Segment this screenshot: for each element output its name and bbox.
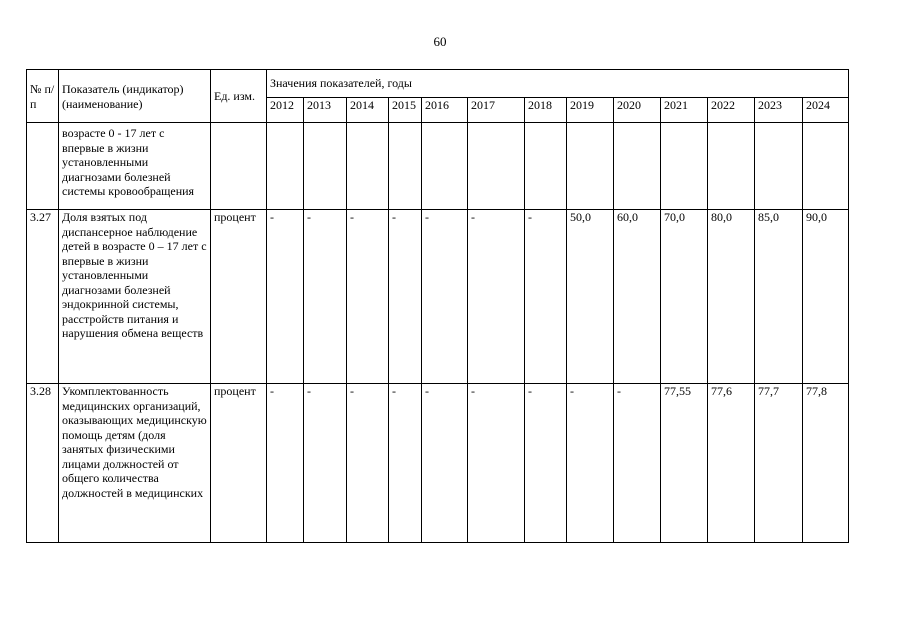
year-2023: 2023 [755,98,803,123]
row-indicator: возрасте 0 - 17 лет с впервые в жизни установленными диагнозами болезней системы кровообращения [59,123,211,210]
header-indicator: Показатель (индикатор) (наименование) [59,70,211,123]
row-value: 77,7 [755,384,803,543]
year-2012: 2012 [267,98,304,123]
row-value [803,123,849,210]
year-2022: 2022 [708,98,755,123]
header-num: № п/п [27,70,59,123]
row-value [525,123,567,210]
row-value: 77,55 [661,384,708,543]
row-value [267,123,304,210]
row-value [347,123,389,210]
year-2016: 2016 [422,98,468,123]
row-value: - [422,384,468,543]
row-value: - [614,384,661,543]
row-num: 3.27 [27,210,59,384]
year-2017: 2017 [468,98,525,123]
year-2014: 2014 [347,98,389,123]
row-value: - [267,384,304,543]
year-2015: 2015 [389,98,422,123]
row-value: 80,0 [708,210,755,384]
row-value: - [347,384,389,543]
row-value: - [267,210,304,384]
year-2013: 2013 [304,98,347,123]
row-value: 50,0 [567,210,614,384]
row-value: - [468,210,525,384]
row-value: 90,0 [803,210,849,384]
row-value: - [567,384,614,543]
row-unit: процент [211,210,267,384]
row-value: - [304,384,347,543]
row-value: 60,0 [614,210,661,384]
row-value: - [389,210,422,384]
page-number: 60 [433,34,447,49]
year-2020: 2020 [614,98,661,123]
row-value [614,123,661,210]
row-value: - [389,384,422,543]
year-2021: 2021 [661,98,708,123]
row-value [755,123,803,210]
row-value [389,123,422,210]
row-unit: процент [211,384,267,543]
year-2024: 2024 [803,98,849,123]
row-value: 70,0 [661,210,708,384]
row-value [567,123,614,210]
row-value: - [347,210,389,384]
row-num: 3.28 [27,384,59,543]
row-value [661,123,708,210]
year-2018: 2018 [525,98,567,123]
row-value: 77,8 [803,384,849,543]
row-value: 85,0 [755,210,803,384]
row-value: - [525,384,567,543]
row-indicator: Укомплектованность медицинских организаций, оказывающих медицинскую помощь детям (доля занятых физическими лицами должностей от общего количества должностей в медицинских [59,384,211,543]
header-row [27,70,849,98]
indicators-table [26,69,849,543]
row-indicator: Доля взятых под диспансерное наблюдение детей в возрасте 0 – 17 лет с впервые в жизни установленными диагнозами болезней эндокринной системы, расстройств питания и нарушения обмена веществ [59,210,211,384]
row-value [422,123,468,210]
row-unit [211,123,267,210]
row-value: - [422,210,468,384]
table-row [27,210,849,384]
year-2019: 2019 [567,98,614,123]
table-row [27,384,849,543]
row-value: - [468,384,525,543]
header-values-title: Значения показателей, годы [267,70,849,98]
row-value [304,123,347,210]
table-row [27,123,849,210]
header-unit: Ед. изм. [211,70,267,123]
row-value [708,123,755,210]
row-num [27,123,59,210]
row-value: - [304,210,347,384]
row-value: 77,6 [708,384,755,543]
row-value: - [525,210,567,384]
row-value [468,123,525,210]
